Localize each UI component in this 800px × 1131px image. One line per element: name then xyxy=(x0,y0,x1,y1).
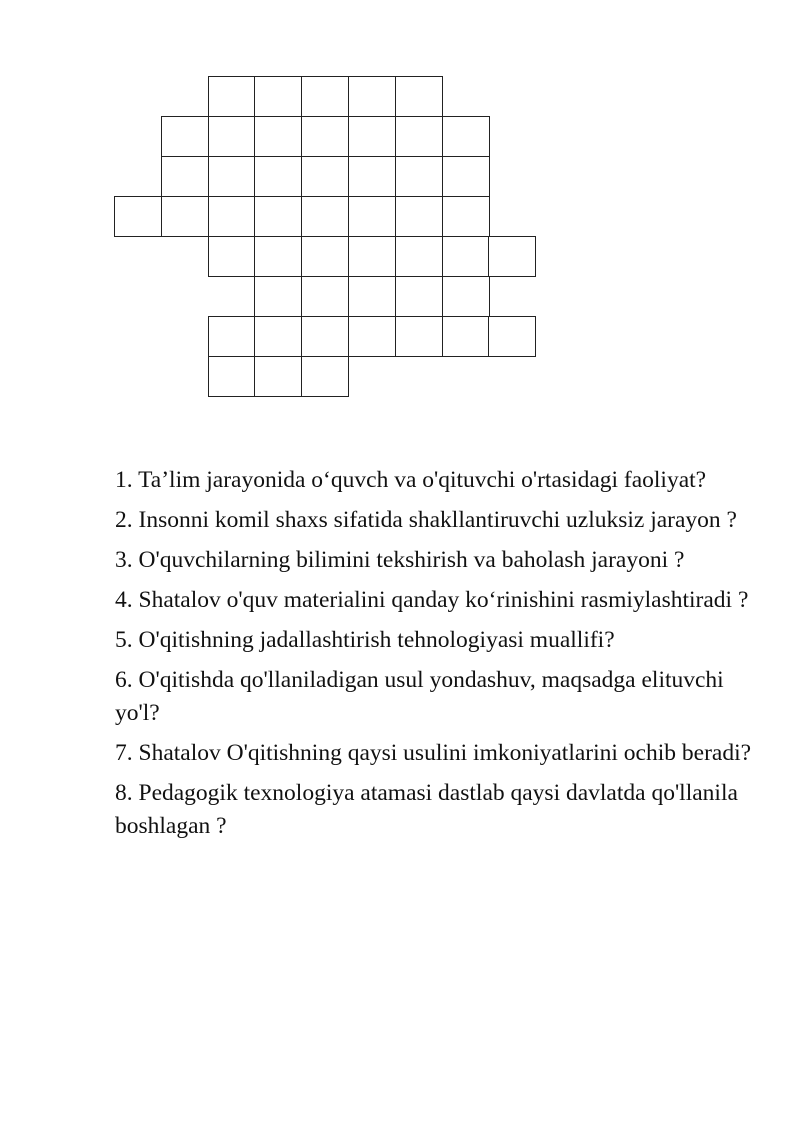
question-4: 4. Shatalov o'quv materialini qanday ko‘rinishini rasmiylashtiradi ? xyxy=(115,587,749,613)
crossword-cell[interactable] xyxy=(395,236,443,277)
crossword-cell[interactable] xyxy=(395,116,443,157)
crossword-cell[interactable] xyxy=(488,236,536,277)
crossword-cell[interactable] xyxy=(348,276,396,317)
crossword-cell[interactable] xyxy=(442,156,490,197)
crossword-cell[interactable] xyxy=(348,76,396,117)
crossword-cell[interactable] xyxy=(301,236,349,277)
crossword-cell[interactable] xyxy=(348,236,396,277)
crossword-cell[interactable] xyxy=(395,276,443,317)
question-7: 7. Shatalov O'qitishning qaysi usulini imkoniyatlarini ochib beradi? xyxy=(115,740,752,766)
crossword-cell[interactable] xyxy=(254,356,302,397)
crossword-cell[interactable] xyxy=(442,276,490,317)
question-1: 1. Ta’lim jarayonida o‘quvch va o'qituvchi o'rtasidagi faoliyat? xyxy=(115,467,707,493)
crossword-cell[interactable] xyxy=(254,156,302,197)
crossword-cell[interactable] xyxy=(208,316,256,357)
crossword-cell[interactable] xyxy=(254,76,302,117)
crossword-cell[interactable] xyxy=(254,276,302,317)
crossword-cell[interactable] xyxy=(301,356,349,397)
question-2: 2. Insonni komil shaxs sifatida shakllantiruvchi uzluksiz jarayon ? xyxy=(115,507,737,533)
crossword-cell[interactable] xyxy=(254,116,302,157)
crossword-cell[interactable] xyxy=(348,196,396,237)
crossword-cell[interactable] xyxy=(254,236,302,277)
question-5: 5. O'qitishning jadallashtirish tehnologiyasi muallifi? xyxy=(115,627,615,653)
crossword-cell[interactable] xyxy=(301,156,349,197)
crossword-cell[interactable] xyxy=(301,76,349,117)
crossword-cell[interactable] xyxy=(348,156,396,197)
crossword-cell[interactable] xyxy=(161,196,209,237)
question-list xyxy=(115,464,755,850)
crossword-cell[interactable] xyxy=(254,196,302,237)
crossword-cell[interactable] xyxy=(208,236,256,277)
crossword-cell[interactable] xyxy=(208,196,256,237)
crossword-cell[interactable] xyxy=(301,196,349,237)
crossword-cell[interactable] xyxy=(395,156,443,197)
crossword-cell[interactable] xyxy=(442,236,490,277)
crossword-cell[interactable] xyxy=(301,276,349,317)
crossword-cell[interactable] xyxy=(161,156,209,197)
crossword-cell[interactable] xyxy=(254,316,302,357)
question-8: 8. Pedagogik texnologiya atamasi dastlab qaysi davlatda qo'llanila boshlagan ? xyxy=(115,780,738,839)
crossword-grid xyxy=(0,0,800,420)
crossword-cell[interactable] xyxy=(208,356,256,397)
crossword-cell[interactable] xyxy=(208,116,256,157)
crossword-cell[interactable] xyxy=(395,316,443,357)
question-6: 6. O'qitishda qo'llaniladigan usul yondashuv, maqsadga elituvchi yo'l? xyxy=(115,667,724,726)
crossword-cell[interactable] xyxy=(301,316,349,357)
crossword-cell[interactable] xyxy=(301,116,349,157)
crossword-cell[interactable] xyxy=(161,116,209,157)
crossword-cell[interactable] xyxy=(395,196,443,237)
crossword-cell[interactable] xyxy=(348,116,396,157)
crossword-cell[interactable] xyxy=(442,316,490,357)
crossword-cell[interactable] xyxy=(348,316,396,357)
crossword-cell[interactable] xyxy=(114,196,162,237)
crossword-cell[interactable] xyxy=(395,76,443,117)
crossword-cell[interactable] xyxy=(208,76,256,117)
question-3: 3. O'quvchilarning bilimini tekshirish va baholash jarayoni ? xyxy=(115,547,685,573)
crossword-cell[interactable] xyxy=(488,316,536,357)
crossword-cell[interactable] xyxy=(208,156,256,197)
crossword-cell[interactable] xyxy=(442,196,490,237)
crossword-cell[interactable] xyxy=(442,116,490,157)
